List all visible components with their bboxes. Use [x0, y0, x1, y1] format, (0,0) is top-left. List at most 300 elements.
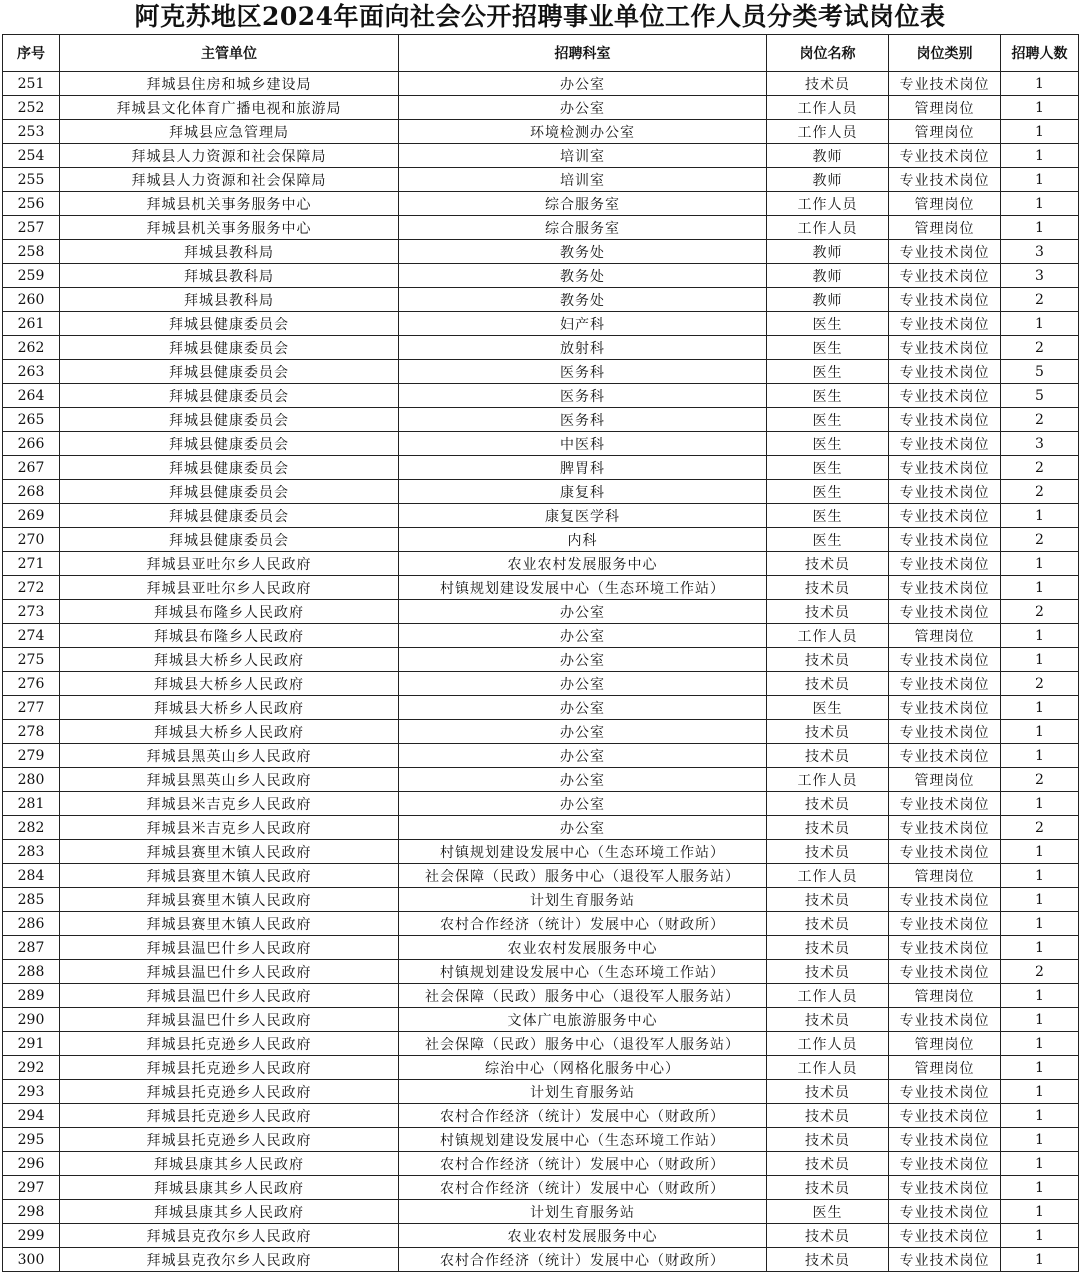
cell-position-name: 医生 — [767, 696, 889, 720]
cell-position-type: 专业技术岗位 — [889, 264, 1001, 288]
table-row — [3, 120, 1079, 144]
table-row — [3, 792, 1079, 816]
table-row — [3, 888, 1079, 912]
cell-office: 办公室 — [399, 96, 767, 120]
cell-position-type: 管理岗位 — [889, 216, 1001, 240]
cell-position-type: 管理岗位 — [889, 192, 1001, 216]
cell-headcount: 1 — [1001, 216, 1079, 240]
cell-position-name: 技术员 — [767, 648, 889, 672]
cell-headcount: 1 — [1001, 144, 1079, 168]
cell-index: 258 — [3, 240, 60, 264]
cell-position-name: 技术员 — [767, 600, 889, 624]
table-row — [3, 600, 1079, 624]
cell-office: 康复科 — [399, 480, 767, 504]
cell-index: 269 — [3, 504, 60, 528]
table-row — [3, 336, 1079, 360]
cell-position-type: 专业技术岗位 — [889, 144, 1001, 168]
cell-office: 康复医学科 — [399, 504, 767, 528]
cell-headcount: 2 — [1001, 672, 1079, 696]
cell-headcount: 1 — [1001, 1248, 1079, 1272]
cell-position-name: 工作人员 — [767, 1032, 889, 1056]
cell-office: 医务科 — [399, 384, 767, 408]
cell-office: 医务科 — [399, 360, 767, 384]
cell-department: 拜城县大桥乡人民政府 — [60, 720, 399, 744]
table-row — [3, 1200, 1079, 1224]
cell-department: 拜城县米吉克乡人民政府 — [60, 792, 399, 816]
cell-index: 279 — [3, 744, 60, 768]
table-row — [3, 1056, 1079, 1080]
cell-position-type: 专业技术岗位 — [889, 168, 1001, 192]
table-row — [3, 552, 1079, 576]
cell-index: 256 — [3, 192, 60, 216]
cell-headcount: 1 — [1001, 936, 1079, 960]
cell-department: 拜城县赛里木镇人民政府 — [60, 864, 399, 888]
cell-headcount: 2 — [1001, 960, 1079, 984]
cell-index: 278 — [3, 720, 60, 744]
cell-office: 办公室 — [399, 696, 767, 720]
table-row — [3, 1080, 1079, 1104]
cell-position-name: 工作人员 — [767, 120, 889, 144]
cell-office: 综治中心（网格化服务中心） — [399, 1056, 767, 1080]
cell-position-type: 专业技术岗位 — [889, 1248, 1001, 1272]
cell-index: 295 — [3, 1128, 60, 1152]
cell-position-name: 教师 — [767, 144, 889, 168]
cell-position-name: 医生 — [767, 384, 889, 408]
cell-department: 拜城县健康委员会 — [60, 312, 399, 336]
table-row — [3, 216, 1079, 240]
cell-department: 拜城县健康委员会 — [60, 456, 399, 480]
cell-office: 农业农村发展服务中心 — [399, 1224, 767, 1248]
cell-position-type: 专业技术岗位 — [889, 1152, 1001, 1176]
cell-position-type: 专业技术岗位 — [889, 1008, 1001, 1032]
cell-office: 办公室 — [399, 72, 767, 96]
table-row — [3, 1032, 1079, 1056]
cell-headcount: 1 — [1001, 120, 1079, 144]
table-row — [3, 840, 1079, 864]
cell-headcount: 1 — [1001, 168, 1079, 192]
cell-department: 拜城县教科局 — [60, 240, 399, 264]
cell-department: 拜城县赛里木镇人民政府 — [60, 840, 399, 864]
cell-index: 259 — [3, 264, 60, 288]
cell-department: 拜城县亚吐尔乡人民政府 — [60, 576, 399, 600]
cell-department: 拜城县赛里木镇人民政府 — [60, 912, 399, 936]
cell-office: 办公室 — [399, 600, 767, 624]
cell-position-type: 专业技术岗位 — [889, 744, 1001, 768]
cell-headcount: 1 — [1001, 624, 1079, 648]
cell-position-name: 技术员 — [767, 744, 889, 768]
cell-office: 社会保障（民政）服务中心（退役军人服务站） — [399, 1032, 767, 1056]
cell-department: 拜城县康其乡人民政府 — [60, 1176, 399, 1200]
cell-department: 拜城县温巴什乡人民政府 — [60, 936, 399, 960]
cell-headcount: 1 — [1001, 840, 1079, 864]
cell-headcount: 5 — [1001, 360, 1079, 384]
cell-department: 拜城县大桥乡人民政府 — [60, 648, 399, 672]
table-row — [3, 168, 1079, 192]
cell-index: 290 — [3, 1008, 60, 1032]
cell-position-type: 管理岗位 — [889, 768, 1001, 792]
table-row — [3, 1104, 1079, 1128]
cell-position-type: 管理岗位 — [889, 1056, 1001, 1080]
cell-office: 农业农村发展服务中心 — [399, 552, 767, 576]
cell-position-type: 专业技术岗位 — [889, 480, 1001, 504]
table-row — [3, 1248, 1079, 1272]
cell-headcount: 1 — [1001, 192, 1079, 216]
cell-position-name: 技术员 — [767, 1080, 889, 1104]
table-row — [3, 432, 1079, 456]
cell-position-type: 专业技术岗位 — [889, 1224, 1001, 1248]
cell-headcount: 1 — [1001, 984, 1079, 1008]
cell-position-type: 专业技术岗位 — [889, 600, 1001, 624]
cell-position-name: 工作人员 — [767, 96, 889, 120]
cell-department: 拜城县克孜尔乡人民政府 — [60, 1248, 399, 1272]
cell-position-name: 技术员 — [767, 1176, 889, 1200]
cell-department: 拜城县住房和城乡建设局 — [60, 72, 399, 96]
cell-position-type: 管理岗位 — [889, 96, 1001, 120]
cell-headcount: 2 — [1001, 456, 1079, 480]
cell-position-type: 管理岗位 — [889, 120, 1001, 144]
cell-office: 办公室 — [399, 720, 767, 744]
table-row — [3, 72, 1079, 96]
cell-department: 拜城县黑英山乡人民政府 — [60, 768, 399, 792]
cell-office: 环境检测办公室 — [399, 120, 767, 144]
cell-position-name: 技术员 — [767, 1008, 889, 1032]
cell-office: 村镇规划建设发展中心（生态环境工作站） — [399, 576, 767, 600]
table-row — [3, 984, 1079, 1008]
cell-headcount: 1 — [1001, 1224, 1079, 1248]
cell-office: 综合服务室 — [399, 216, 767, 240]
cell-department: 拜城县温巴什乡人民政府 — [60, 1008, 399, 1032]
cell-index: 287 — [3, 936, 60, 960]
cell-index: 270 — [3, 528, 60, 552]
cell-index: 286 — [3, 912, 60, 936]
cell-office: 办公室 — [399, 648, 767, 672]
cell-headcount: 1 — [1001, 1080, 1079, 1104]
cell-office: 脾胃科 — [399, 456, 767, 480]
cell-headcount: 1 — [1001, 1032, 1079, 1056]
cell-department: 拜城县康其乡人民政府 — [60, 1200, 399, 1224]
cell-headcount: 1 — [1001, 792, 1079, 816]
cell-office: 办公室 — [399, 744, 767, 768]
cell-position-name: 工作人员 — [767, 864, 889, 888]
cell-position-type: 专业技术岗位 — [889, 648, 1001, 672]
cell-department: 拜城县赛里木镇人民政府 — [60, 888, 399, 912]
cell-office: 内科 — [399, 528, 767, 552]
cell-position-type: 专业技术岗位 — [889, 816, 1001, 840]
cell-office: 办公室 — [399, 816, 767, 840]
cell-headcount: 1 — [1001, 1152, 1079, 1176]
cell-office: 文体广电旅游服务中心 — [399, 1008, 767, 1032]
cell-headcount: 2 — [1001, 336, 1079, 360]
cell-department: 拜城县托克逊乡人民政府 — [60, 1080, 399, 1104]
table-row — [3, 240, 1079, 264]
cell-department: 拜城县亚吐尔乡人民政府 — [60, 552, 399, 576]
cell-headcount: 1 — [1001, 576, 1079, 600]
table-row — [3, 288, 1079, 312]
cell-position-name: 教师 — [767, 168, 889, 192]
cell-office: 农村合作经济（统计）发展中心（财政所） — [399, 1248, 767, 1272]
cell-department: 拜城县健康委员会 — [60, 360, 399, 384]
table-row — [3, 1008, 1079, 1032]
table-row — [3, 408, 1079, 432]
cell-office: 培训室 — [399, 168, 767, 192]
cell-index: 266 — [3, 432, 60, 456]
cell-office: 综合服务室 — [399, 192, 767, 216]
cell-position-name: 医生 — [767, 1200, 889, 1224]
cell-index: 284 — [3, 864, 60, 888]
cell-office: 计划生育服务站 — [399, 1200, 767, 1224]
cell-position-type: 专业技术岗位 — [889, 360, 1001, 384]
cell-department: 拜城县托克逊乡人民政府 — [60, 1104, 399, 1128]
cell-position-type: 专业技术岗位 — [889, 792, 1001, 816]
cell-headcount: 1 — [1001, 696, 1079, 720]
header-department: 主管单位 — [60, 35, 399, 72]
cell-department: 拜城县托克逊乡人民政府 — [60, 1128, 399, 1152]
table-row — [3, 816, 1079, 840]
cell-office: 教务处 — [399, 288, 767, 312]
cell-position-type: 专业技术岗位 — [889, 1080, 1001, 1104]
cell-index: 296 — [3, 1152, 60, 1176]
cell-position-name: 医生 — [767, 336, 889, 360]
cell-department: 拜城县黑英山乡人民政府 — [60, 744, 399, 768]
cell-headcount: 2 — [1001, 768, 1079, 792]
cell-index: 253 — [3, 120, 60, 144]
cell-headcount: 1 — [1001, 1104, 1079, 1128]
cell-headcount: 1 — [1001, 912, 1079, 936]
cell-position-name: 工作人员 — [767, 768, 889, 792]
cell-position-name: 技术员 — [767, 576, 889, 600]
header-index: 序号 — [3, 35, 60, 72]
table-row — [3, 624, 1079, 648]
cell-index: 261 — [3, 312, 60, 336]
cell-department: 拜城县布隆乡人民政府 — [60, 600, 399, 624]
cell-index: 254 — [3, 144, 60, 168]
cell-position-type: 专业技术岗位 — [889, 384, 1001, 408]
cell-headcount: 1 — [1001, 888, 1079, 912]
cell-headcount: 3 — [1001, 264, 1079, 288]
cell-position-name: 技术员 — [767, 1248, 889, 1272]
cell-position-type: 专业技术岗位 — [889, 960, 1001, 984]
cell-headcount: 2 — [1001, 528, 1079, 552]
cell-headcount: 2 — [1001, 480, 1079, 504]
cell-position-type: 专业技术岗位 — [889, 912, 1001, 936]
cell-department: 拜城县温巴什乡人民政府 — [60, 960, 399, 984]
cell-position-name: 技术员 — [767, 1128, 889, 1152]
cell-department: 拜城县康其乡人民政府 — [60, 1152, 399, 1176]
cell-position-name: 技术员 — [767, 960, 889, 984]
cell-department: 拜城县托克逊乡人民政府 — [60, 1032, 399, 1056]
table-row — [3, 456, 1079, 480]
cell-index: 285 — [3, 888, 60, 912]
cell-index: 293 — [3, 1080, 60, 1104]
cell-position-type: 专业技术岗位 — [889, 432, 1001, 456]
cell-department: 拜城县健康委员会 — [60, 336, 399, 360]
cell-position-name: 工作人员 — [767, 192, 889, 216]
cell-headcount: 1 — [1001, 72, 1079, 96]
cell-headcount: 1 — [1001, 1176, 1079, 1200]
cell-position-name: 技术员 — [767, 840, 889, 864]
cell-department: 拜城县大桥乡人民政府 — [60, 672, 399, 696]
table-row — [3, 648, 1079, 672]
cell-headcount: 1 — [1001, 504, 1079, 528]
cell-position-type: 专业技术岗位 — [889, 552, 1001, 576]
cell-index: 260 — [3, 288, 60, 312]
cell-headcount: 1 — [1001, 1128, 1079, 1152]
cell-office: 农村合作经济（统计）发展中心（财政所） — [399, 912, 767, 936]
cell-index: 252 — [3, 96, 60, 120]
cell-headcount: 2 — [1001, 408, 1079, 432]
table-row — [3, 480, 1079, 504]
cell-position-type: 专业技术岗位 — [889, 840, 1001, 864]
cell-index: 268 — [3, 480, 60, 504]
table-row — [3, 96, 1079, 120]
cell-department: 拜城县人力资源和社会保障局 — [60, 144, 399, 168]
cell-position-type: 专业技术岗位 — [889, 504, 1001, 528]
cell-position-type: 管理岗位 — [889, 984, 1001, 1008]
cell-position-type: 专业技术岗位 — [889, 672, 1001, 696]
cell-position-name: 技术员 — [767, 816, 889, 840]
cell-position-name: 技术员 — [767, 1104, 889, 1128]
table-row — [3, 360, 1079, 384]
cell-position-type: 专业技术岗位 — [889, 576, 1001, 600]
cell-position-name: 技术员 — [767, 720, 889, 744]
cell-office: 农村合作经济（统计）发展中心（财政所） — [399, 1176, 767, 1200]
cell-office: 放射科 — [399, 336, 767, 360]
cell-position-type: 专业技术岗位 — [889, 288, 1001, 312]
table-row — [3, 312, 1079, 336]
cell-position-type: 管理岗位 — [889, 1032, 1001, 1056]
table-row — [3, 912, 1079, 936]
cell-index: 281 — [3, 792, 60, 816]
cell-office: 妇产科 — [399, 312, 767, 336]
table-row — [3, 1152, 1079, 1176]
cell-headcount: 2 — [1001, 288, 1079, 312]
cell-index: 288 — [3, 960, 60, 984]
cell-position-name: 技术员 — [767, 72, 889, 96]
cell-department: 拜城县温巴什乡人民政府 — [60, 984, 399, 1008]
cell-position-name: 技术员 — [767, 672, 889, 696]
cell-headcount: 2 — [1001, 600, 1079, 624]
cell-position-type: 专业技术岗位 — [889, 696, 1001, 720]
cell-position-name: 医生 — [767, 456, 889, 480]
cell-headcount: 2 — [1001, 816, 1079, 840]
table-body — [3, 72, 1079, 1272]
cell-headcount: 1 — [1001, 648, 1079, 672]
cell-index: 274 — [3, 624, 60, 648]
cell-headcount: 1 — [1001, 1200, 1079, 1224]
cell-position-type: 专业技术岗位 — [889, 408, 1001, 432]
cell-index: 255 — [3, 168, 60, 192]
table-row — [3, 1128, 1079, 1152]
cell-index: 251 — [3, 72, 60, 96]
cell-department: 拜城县健康委员会 — [60, 504, 399, 528]
cell-index: 276 — [3, 672, 60, 696]
header-position-type: 岗位类别 — [889, 35, 1001, 72]
cell-office: 办公室 — [399, 768, 767, 792]
cell-headcount: 1 — [1001, 312, 1079, 336]
cell-department: 拜城县大桥乡人民政府 — [60, 696, 399, 720]
cell-office: 教务处 — [399, 240, 767, 264]
table-header-row — [3, 35, 1079, 72]
cell-position-name: 技术员 — [767, 552, 889, 576]
cell-index: 291 — [3, 1032, 60, 1056]
cell-department: 拜城县健康委员会 — [60, 384, 399, 408]
cell-position-type: 专业技术岗位 — [889, 528, 1001, 552]
cell-office: 农村合作经济（统计）发展中心（财政所） — [399, 1152, 767, 1176]
cell-position-name: 工作人员 — [767, 216, 889, 240]
cell-position-type: 专业技术岗位 — [889, 888, 1001, 912]
cell-department: 拜城县机关事务服务中心 — [60, 192, 399, 216]
cell-index: 262 — [3, 336, 60, 360]
cell-index: 289 — [3, 984, 60, 1008]
cell-index: 264 — [3, 384, 60, 408]
cell-office: 办公室 — [399, 624, 767, 648]
cell-department: 拜城县健康委员会 — [60, 528, 399, 552]
cell-index: 283 — [3, 840, 60, 864]
cell-position-type: 专业技术岗位 — [889, 1128, 1001, 1152]
cell-position-name: 医生 — [767, 408, 889, 432]
cell-position-name: 工作人员 — [767, 984, 889, 1008]
cell-office: 中医科 — [399, 432, 767, 456]
cell-department: 拜城县机关事务服务中心 — [60, 216, 399, 240]
table-row — [3, 504, 1079, 528]
cell-position-name: 教师 — [767, 288, 889, 312]
cell-position-name: 医生 — [767, 432, 889, 456]
table-row — [3, 144, 1079, 168]
table-row — [3, 696, 1079, 720]
cell-position-name: 工作人员 — [767, 624, 889, 648]
cell-headcount: 1 — [1001, 864, 1079, 888]
cell-office: 教务处 — [399, 264, 767, 288]
cell-department: 拜城县应急管理局 — [60, 120, 399, 144]
cell-position-type: 专业技术岗位 — [889, 72, 1001, 96]
cell-position-type: 专业技术岗位 — [889, 336, 1001, 360]
page-title: 阿克苏地区2024年面向社会公开招聘事业单位工作人员分类考试岗位表 — [134, 2, 946, 31]
cell-index: 294 — [3, 1104, 60, 1128]
cell-department: 拜城县克孜尔乡人民政府 — [60, 1224, 399, 1248]
cell-headcount: 5 — [1001, 384, 1079, 408]
cell-office: 计划生育服务站 — [399, 1080, 767, 1104]
cell-position-name: 技术员 — [767, 912, 889, 936]
cell-headcount: 1 — [1001, 1008, 1079, 1032]
cell-index: 298 — [3, 1200, 60, 1224]
table-row — [3, 576, 1079, 600]
table-row — [3, 264, 1079, 288]
cell-department: 拜城县教科局 — [60, 288, 399, 312]
table-row — [3, 528, 1079, 552]
cell-position-name: 技术员 — [767, 888, 889, 912]
table-row — [3, 960, 1079, 984]
header-office: 招聘科室 — [399, 35, 767, 72]
cell-department: 拜城县健康委员会 — [60, 432, 399, 456]
cell-department: 拜城县文化体育广播电视和旅游局 — [60, 96, 399, 120]
cell-department: 拜城县人力资源和社会保障局 — [60, 168, 399, 192]
cell-office: 办公室 — [399, 792, 767, 816]
cell-index: 292 — [3, 1056, 60, 1080]
table-row — [3, 864, 1079, 888]
table-row — [3, 1224, 1079, 1248]
table-row — [3, 744, 1079, 768]
cell-headcount: 3 — [1001, 240, 1079, 264]
cell-position-name: 教师 — [767, 240, 889, 264]
cell-department: 拜城县米吉克乡人民政府 — [60, 816, 399, 840]
cell-position-name: 医生 — [767, 360, 889, 384]
cell-department: 拜城县托克逊乡人民政府 — [60, 1056, 399, 1080]
cell-index: 265 — [3, 408, 60, 432]
cell-position-name: 技术员 — [767, 936, 889, 960]
cell-index: 275 — [3, 648, 60, 672]
cell-position-name: 技术员 — [767, 1224, 889, 1248]
cell-position-type: 专业技术岗位 — [889, 936, 1001, 960]
